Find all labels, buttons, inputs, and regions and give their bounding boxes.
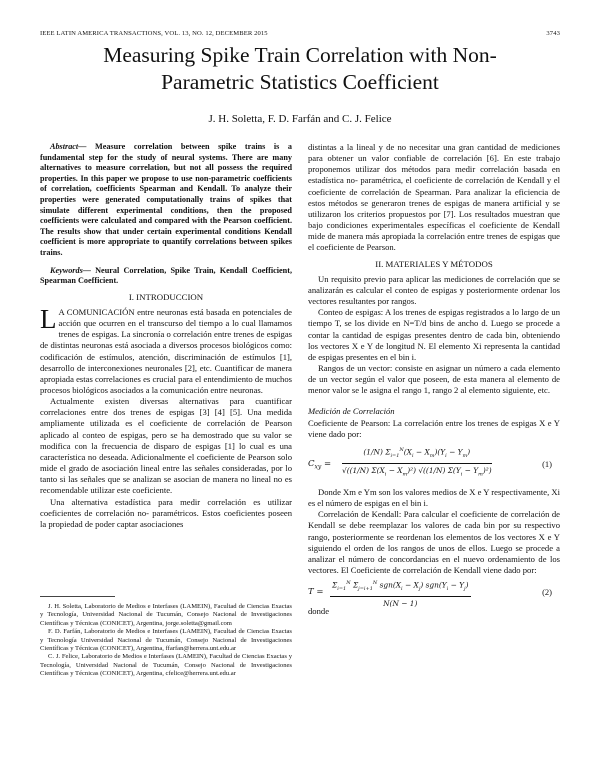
footnote-rule [40,596,115,597]
drop-cap: L [40,303,57,334]
intro-p1-text: A COMUNICACIÓN entre neuronas está basada en potenciales de acción que ocurren en el transcurso del tiempo a lo cual llamamos trenes de espigas. La sincronía o correlación entre trenes de espigas de distintas neuronas está asociada a diversos procesos biológicos como: codificación de estímulos, atención, discriminación de estímulos [1], desarrollo de interconexiones neuronales [2], etc. Cuantificar de manera apropiada estas correlaciones es crucial para el entendimiento de muchos procesos biológicos asociados a la comunicación entre neuronas. [40,306,292,395]
left-column [40,142,292,530]
intro-paragraph-3: Una alternativa estadística para medir correlación es utilizar coeficientes de correlación no- paramétricos. Estos coeficientes poseen la propiedad de poder captar asociaciones [40,496,292,529]
title-line-1: Measuring Spike Train Correlation with Non- [103,43,497,67]
keywords [40,266,292,287]
authors: J. H. Soletta, F. D. Farfán and C. J. Felice [208,113,392,125]
footnote-3: C. J. Felice, Laboratorio de Medios e Interfases (LAMEIN), Facultad de Ciencias Exactas y Tecnología, Universidad Nacional de Tucumán, Consejo Nacional de Investigaciones Científicas y Técnicas (CONICET), Argentina, cfelice@herrera.unt.edu.ar [40,653,292,678]
abstract [40,142,292,259]
paper-title [40,42,560,96]
equation-2: T = $\Sigma_{i=1}^N$ $\Sigma_{j=i+1}^N$ $sgn(X_i - X_j) sgn(Y_i - Y_j)$ N(N − 1) (2) [308,580,552,609]
equation-1-number: (1) [542,458,552,469]
methods-paragraph-spike-count: Conteo de espigas: A los trenes de espigas registrados a lo largo de un tiempo T, se los divide en N=T/d bins de ancho d. Luego se procede a contar la cantidad de espigas presentes dentro de cada bin, obteniendo los vectores X e Y de longitud N. El elemento Xi representa la cantidad de espigas presentes en el bin i. [308,307,560,362]
abstract-label: Abstract— [50,142,87,151]
footnote-1: J. H. Soletta, Laboratorio de Medios e Interfases (LAMEIN), Facultad de Ciencias Exactas y Tecnología, Universidad Nacional de Tucumán, Consejo Nacional de Investigaciones Científicas y Técnicas (CONICET), Argentina, jorge.soletta@gmail.com [40,603,292,627]
equation-1: $C_{xy}$ = $\frac{(1/N) \Sigma_{i=1}^N(X_i - X_m)(Y_i - Y_m)}{√((1/N) \Sigma(X_i - X_m)^2) √((1/N) \Sigma(Y_i - Y_m)^2)}$ (1) [308,446,552,478]
subsection-heading: Medición de Correlación [308,406,395,417]
section-heading-methods: II. MATERIALES Y MÉTODOS [375,258,493,269]
right-column [308,142,560,617]
title-line-2: Parametric Statistics Coefficient [161,70,439,94]
pearson-definitions: Donde Xm e Ym son los valores medios de X e Y respectivamente, Xi es el número de espigas en el bin i. [308,486,560,509]
page-number: 3743 [546,30,560,37]
methods-paragraph-1: Un requisito previo para aplicar las mediciones de correlación que se analizarán es calcular el conteo de espigas y posteriormente ordenar los vectores resultantes por rangos. [308,273,560,307]
right-paragraph-1: distintas a la lineal y de no necesitar una gran cantidad de mediciones para obtener un valor confiable de correlación [6]. En este trabajo proponemos utilizar dos métodos para medir correlación basada en estadística no- paramétrica, el coeficiente de correlación de Kendall y el coeficiente de correlación de Spearman. Para analizar la eficiencia de estos métodos se generaron trenes de espigas de manera artificial y se utilizaron los criterios propuestos por [7]. Los resultados muestran que bajo condiciones experimentales específicas el coeficiente de Kendall mide de manera más apropiada la correlación entre trenes de espigas que el coeficiente de Pearson. [308,142,560,253]
equation-2-number: (2) [542,587,552,598]
footnotes [40,603,292,679]
footnote-2: F. D. Farfán, Laboratorio de Medios e Interfases (LAMEIN), Facultad de Ciencias Exactas y Tecnología Universidad Nacional de Tucumán, Consejo Nacional de Investigaciones Científicas y Técnicas (CONICET), Argentina, ffarfan@herrera.unt.edu.ar [40,628,292,653]
methods-paragraph-ranks: Rangos de un vector: consiste en asignar un número a cada elemento de un vector según el valor que poseen, de esta manera al elemento de menor valor se le asigna el rango 1, rango 2 al elemento siguiente, etc. [308,362,560,396]
abstract-text: Measure correlation between spike trains is a fundamental step for the study of neural systems. There are many alternatives to measure correlation, but not all possess the required properties. In this paper we propose to use non-parametric coefficients of correlation, coefficients Spearman and Kendall. To analyze their properties were generated computationally trains of spikes that simulate different experimental conditions, then the proposed coefficients were calculated and compared with the Pearson coefficient. The results show that under certain experimental conditions Kendall coefficient is more appropriate to quantify correlations between spikes trains. [40,142,292,257]
intro-paragraph-1 [40,303,292,396]
pearson-paragraph: Coeficiente de Pearson: La correlación entre los trenes de espigas X e Y viene dado por: [308,417,560,439]
donde-text: donde [308,606,330,617]
kendall-paragraph: Correlación de Kendall: Para calcular el coeficiente de correlación de Kendall se debe reemplazar los valores de cada bin por su respectivo rango, posteriormente se reordenan los elementos de los vectores X e Y siguiendo el orden de los rangos de unos de ellos. Luego se procede a analizar el número de concordancias en el nuevo ordenamiento de los vectores. El Coeficiente de correlación de Kendall viene dado por: [308,509,560,575]
keywords-text: Neural Correlation, Spike Train, Kendall Coefficient, Spearman Coefficient. [40,265,292,286]
keywords-label: Keywords— [50,265,91,275]
journal-header: IEEE LATIN AMERICA TRANSACTIONS, VOL. 13, NO. 12, DECEMBER 2015 [40,30,268,37]
intro-paragraph-2: Actualmente existen diversas alternativas para cuantificar correlaciones entre dos trenes de espigas [3] [4] [5]. Una medida ampliamente utilizada es el coeficiente de correlación de Pearson aplicado al conteo de espigas, pero se ha demostrado que su valor se modifica con la frecuencia de disparo de espigas [1] lo cual es una característica no deseada. Adicionalmente el coeficiente de Pearson solo mide el grado de asociación lineal entre las señales consideradas, por lo tanto si las señales que se analizan se asocian de manera no lineal no es recomendable utilizar este coeficiente. [40,396,292,496]
section-heading-intro: I. INTRODUCCION [128,291,204,302]
footnote-area [40,596,292,679]
